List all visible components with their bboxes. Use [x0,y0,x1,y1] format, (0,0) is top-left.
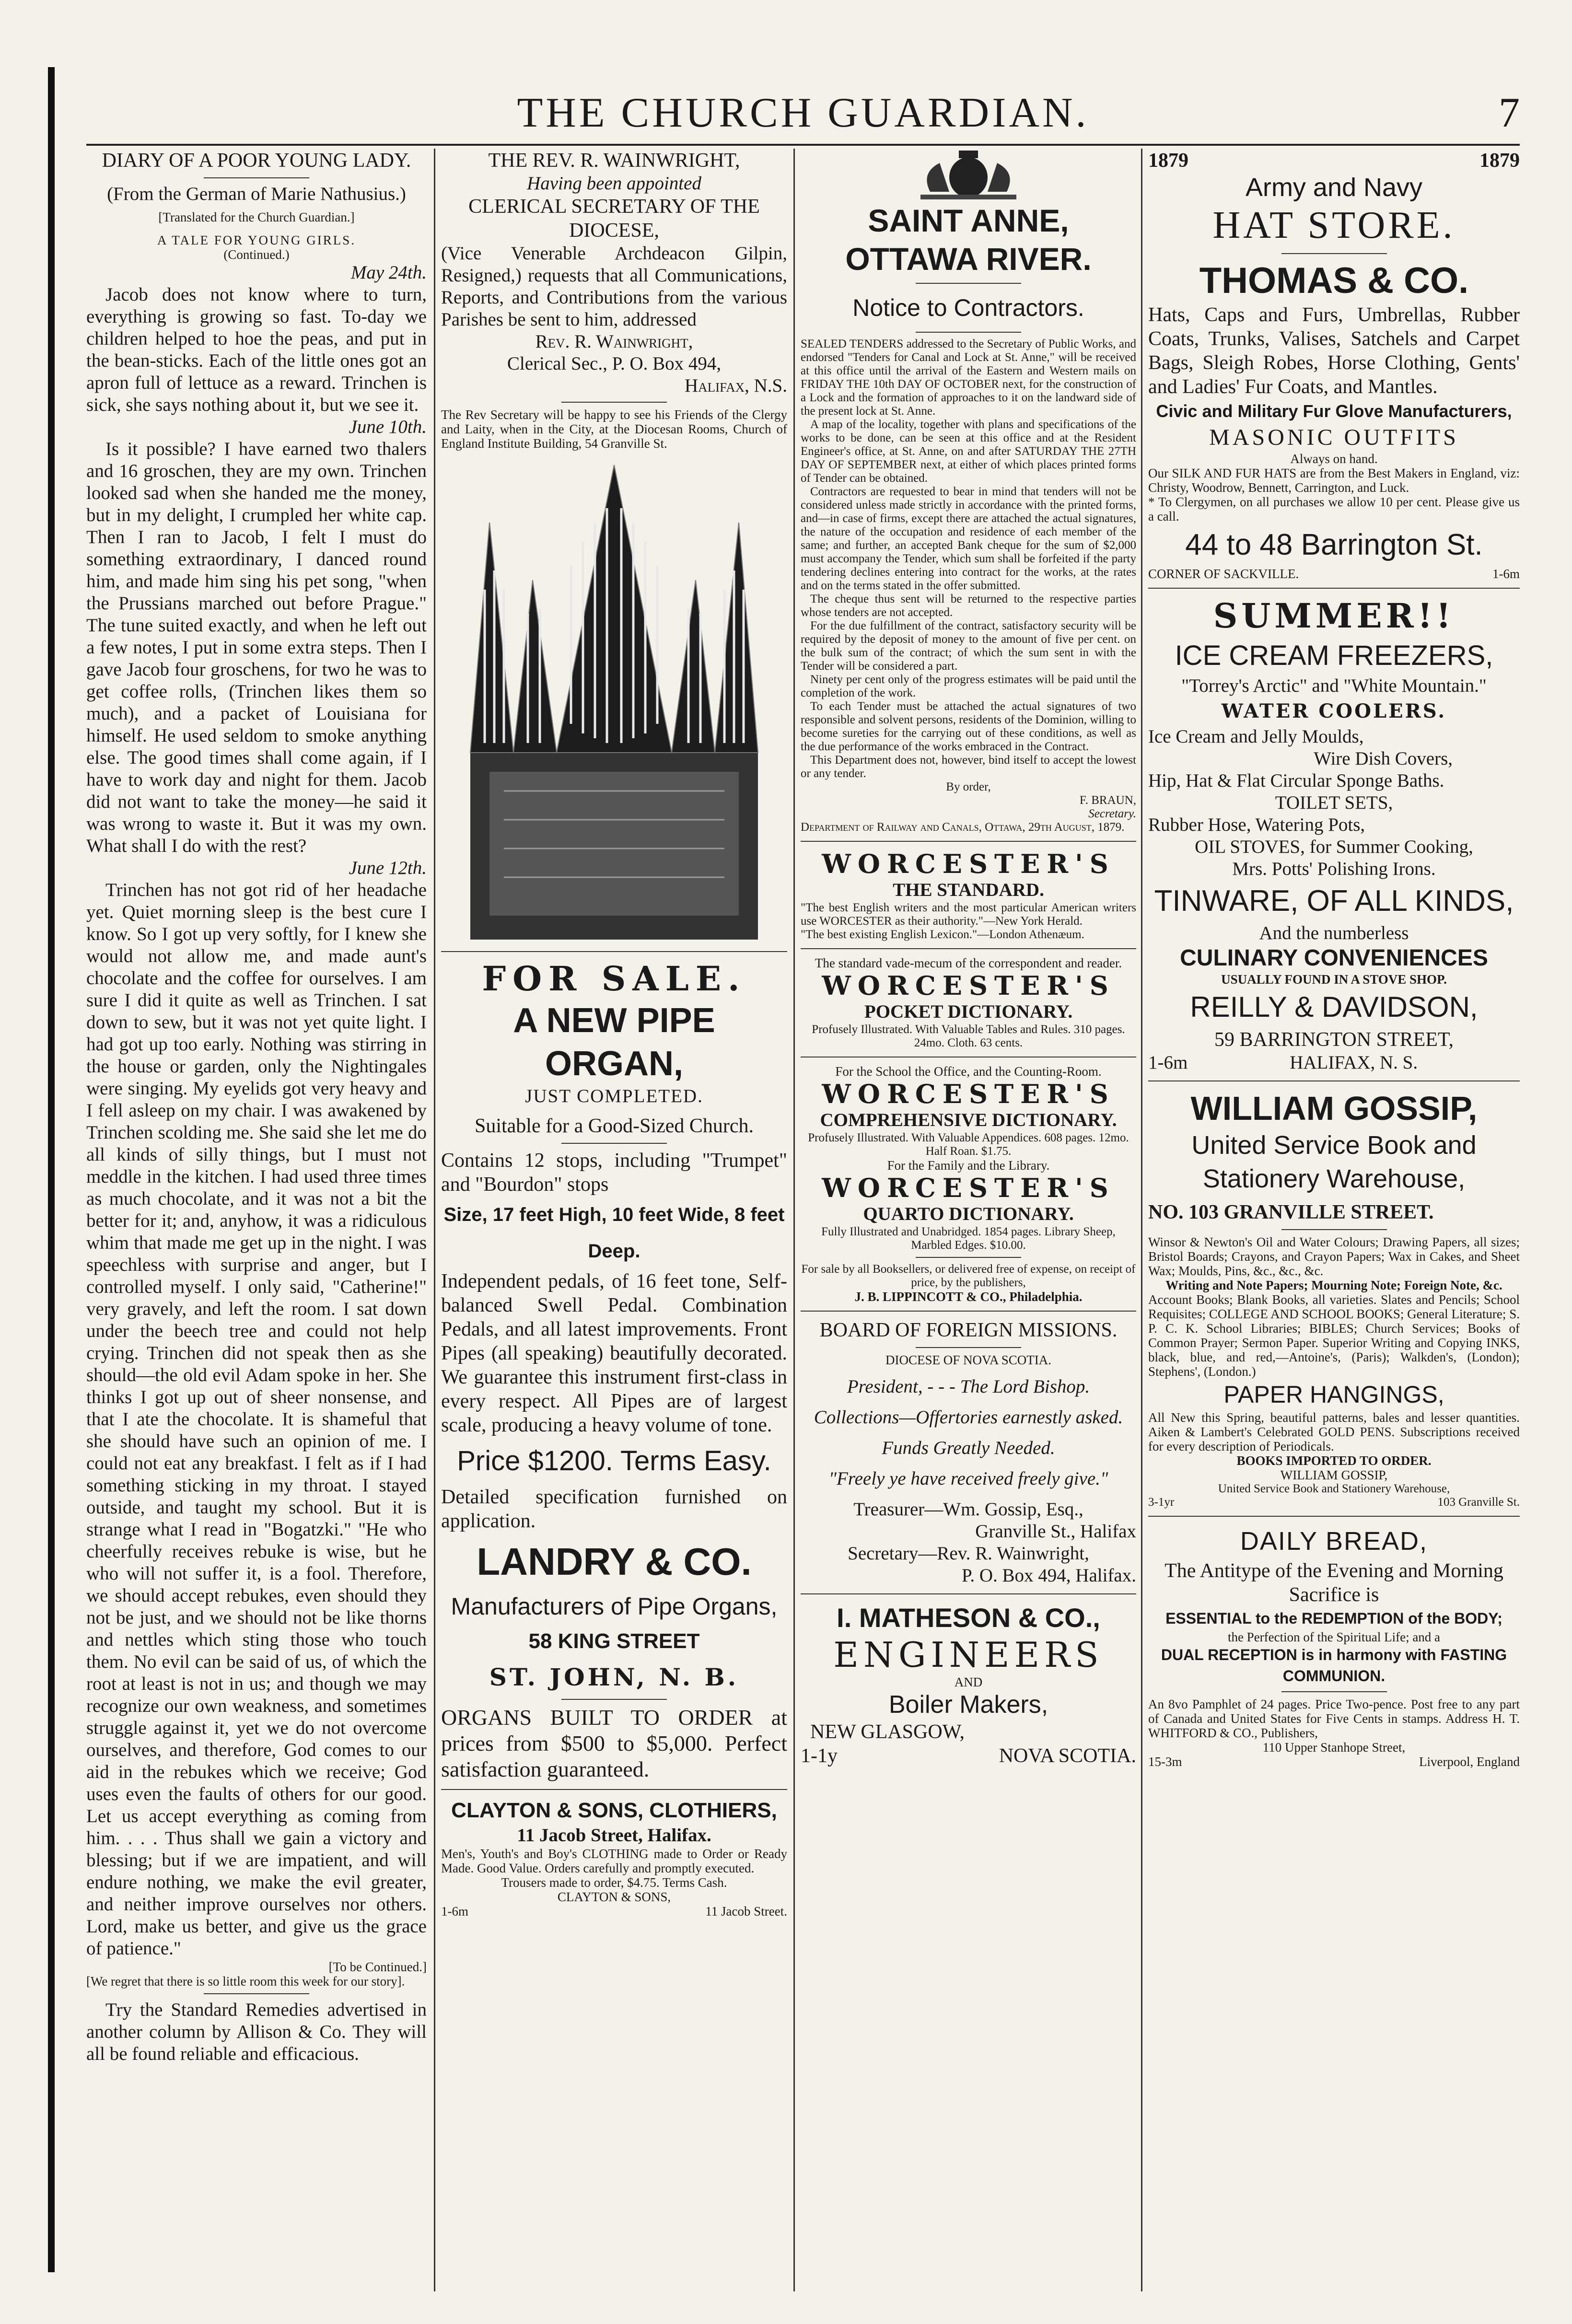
just-completed: JUST COMPLETED. [525,1086,703,1106]
divider [1281,253,1387,254]
gossip-united: United Service Book and [1191,1131,1477,1160]
ad-year: 1879 [1148,150,1188,172]
gossip-papers: Writing and Note Papers; Mourning Note; Foreign Note, &c. [1165,1278,1502,1292]
ad-line: Hip, Hat & Flat Circular Sponge Baths. [1148,770,1444,791]
diary-date: June 12th. [349,858,427,878]
paper-hangings: PAPER HANGINGS, [1223,1381,1444,1408]
lippincott-name: J. B. LIPPINCOTT & CO., Philadelphia. [854,1290,1083,1304]
tender-signatory-title: Secretary. [1088,807,1136,820]
gossip-stationery: Stationery Warehouse, [1202,1164,1466,1193]
column-divider [793,149,795,2291]
landry-manufacturers: Manufacturers of Pipe Organs, [451,1593,778,1620]
organ-size: Size, 17 feet High, 10 feet Wide, 8 feet Deep. [443,1204,785,1262]
clayton-address: 11 Jacob Street, Halifax. [517,1825,711,1846]
books-imported: BOOKS IMPORTED TO ORDER. [1236,1453,1432,1468]
wainwright-note: The Rev Secretary will be happy to see his Friends of the Clergy and Laity, when in the City, at the Diocesan Rooms, Church of England Institute Building, 54 Granville St. [441,407,787,451]
ad-line: And the numberless [1259,923,1409,943]
divider [801,1311,1136,1312]
matheson-province: NOVA SCOTIA. [999,1745,1136,1767]
masthead [86,89,1520,141]
worcester-quote: "The best existing English Lexicon."—London Athenæum. [801,928,1084,941]
board-funds: Funds Greatly Needed. [882,1438,1055,1458]
thomas-name: THOMAS & CO. [1199,260,1469,301]
ice-cream-freezers: ICE CREAM FREEZERS, [1175,640,1493,671]
for-sale-heading: FOR SALE. [482,959,746,999]
column-ads [1148,149,1520,2291]
saint-anne-heading: SAINT ANNE, OTTAWA RIVER. [845,203,1092,277]
diary-date: May 24th. [350,262,427,283]
remedies-notice: Try the Standard Remedies advertised in another column by Allison & Co. They will all be found reliable and efficacious. [86,1999,427,2064]
organ-price: Price $1200. Terms Easy. [457,1445,771,1476]
thomas-corner: CORNER OF SACKVILLE. [1148,567,1299,581]
gossip-signature-desc: United Service Book and Stationery Warehouse, [1218,1482,1450,1495]
divider [801,1593,1136,1594]
board-president: President, - - - The Lord Bishop. [847,1376,1090,1397]
wainwright-appointed: Having been appointed [527,173,701,194]
tender-paragraph: A map of the locality, together with plans and specifications of the works to be done, can be seen at this office and at the Resident Engineer's office, at St. Anne, on and after SATURDAY THE 27TH DAY OF SEPTEMBER next, at either of which places printed forms of Tender can be obtained. [801,418,1136,485]
clayton-name: CLAYTON & SONS, CLOTHIERS, [451,1799,777,1822]
worcester-heading: WORCESTER'S [822,848,1115,879]
ad-line: Rubber Hose, Watering Pots, [1148,814,1365,835]
worcester-subheading: COMPREHENSIVE DICTIONARY. [820,1110,1117,1130]
worcester-description: Fully Illustrated and Unabridged. 1854 pages. Library Sheep, Marbled Edges. $10.00. [821,1225,1116,1252]
stove-shop: USUALLY FOUND IN A STOVE SHOP. [1221,972,1447,987]
gossip-goods: Account Books; Blank Books, all varieties. Slates and Pencils; School Requisites; COLLEGE AND SCHOOL BOOKS; General Literature; S. P. C. K. School Libraries; BIBLES; Church Services; Books of Common Prayer; Sermon Paper. Superior Writing and Copying INKS, black, blue, and red,—Antoine's, (Paris); Walkden's, (London); Stephens', (London.) [1148,1292,1520,1379]
ad-line: Wire Dish Covers, [1314,748,1453,769]
worcester-for-sale: For sale by all Booksellers, or delivered free of expense, on receipt of price, by the publishers, [801,1263,1136,1289]
diary-source: (From the German of Marie Nathusius.) [107,184,406,204]
worcester-description: Profusely Illustrated. With Valuable Tables and Rules. 310 pages. 24mo. Cloth. 63 cents. [812,1023,1125,1049]
organ-features: Independent pedals, of 16 feet tone, Self-balanced Swell Pedal. Combination Pedals, and all latest improvements. Front Pipes (all speaking) beautifully decorated. We guarantee this instrument first-class in every respect. All Pipes are of largest scale, producing a heavy volume of tone. [441,1270,787,1436]
divider [1281,1229,1387,1230]
ad-line: OIL STOVES, for Summer Cooking, [1195,837,1473,857]
column-diary [86,149,427,2291]
clayton-signature: 11 Jacob Street. [705,1904,787,1918]
ad-line: TOILET SETS, [1275,792,1393,813]
page-edge-bar [48,67,55,2272]
worcester-heading: WORCESTER'S [822,970,1115,1001]
wainwright-address: Halifax, N.S. [684,375,787,396]
daily-bread-perfection: the Perfection of the Spiritual Life; and a [1227,1630,1441,1644]
diary-paragraph: Is it possible? I have earned two thalers and 16 groschen, they are my own. Trinchen looked sad when she handed me the money, but in my delight, I crumpled her white cap. Then I ran to Jacob, I felt I must do something extraordinary, I danced round him, and made him sing his pet song, "when the Prussians marched out before Prague." The tune suited exactly, and when he left out a few notes, I put in some extra steps. Then I gave Jacob four groschens, for two he was to get coffee rolls, (Trinchen likes them so much), and a packet of Louisiana for himself. He used seldom to smoke anything else. The good times shall come again, if I have to work day and night for them. Jacob did not want to take the money—he said it was wrong to waste it. But it was my own. What shall I do with the rest? [86,439,427,856]
gossip-signature-address: 103 Granville St. [1437,1496,1520,1509]
insertion-term: 1-6m [441,1904,468,1918]
board-treasurer: Treasurer—Wm. Gossip, Esq., [853,1499,1083,1520]
matheson-name: I. MATHESON & CO., [837,1603,1100,1633]
army-navy: Army and Navy [1245,173,1423,202]
organ-headline: A NEW PIPE ORGAN, [513,1001,715,1083]
diary-paragraph: Jacob does not know where to turn, everything is growing so fast. To-day we children helped to hoe the peas, and put in the bean-sticks. Each of the little ones got an apron full of lettuce as a reward. Trinchen is sick, she says nothing about it, but we see it. [86,284,427,415]
matheson-boiler: Boiler Makers, [888,1691,1048,1719]
divider [561,1143,667,1144]
matheson-engineers: ENGINEERS [833,1635,1104,1675]
divider [561,402,667,403]
divider [561,1699,667,1700]
paper-hangings-desc: All New this Spring, beautiful patterns, bales and lesser quantities. Aiken & Lambert's Celebrated GOLD PENS. Subscriptions received for every description of Periodicals. [1148,1410,1520,1453]
culinary-conveniences: CULINARY CONVENIENCES [1180,945,1488,971]
hat-store-heading: HAT STORE. [1212,204,1456,246]
divider [916,283,1021,284]
civic-military: Civic and Military Fur Glove Manufacturers, [1156,401,1512,421]
diary-paragraph: Trinchen has not got rid of her headache yet. Quiet morning sleep is the best cure I know. So I got up very softly, for I knew she would not allow me, and made aunt's chocolate and the coffee for ourselves. I am sure I did it quite as well as Trinchen. I sat down to sew, but it was not yet quite light. I had got up too early. Nothing was stirring in the house or garden, only the Nightingales were singing. My eyelids got very heavy and I fell asleep on my chair. I was awakened by Trinchen scolding me. She said she let me do all kinds of silly things, but I must not meddle in the kitchen. I had used three times as much chocolate, and it was not a bit the better for it; and, anyhow, it was a ridiculous whim that made me get up in the night. I was speechless with surprise and anger, but I controlled myself. I only said, "Catherine!" very gravely, and left the room. I sat down under the beech tree and could not help crying. Trinchen did not speak then as she should—the old evil Adam spoke in her. She thinks I got up out of sheer nonsense, and that I ate the chocolate. It is shameful that she should have such an opinion of me. I could not eat any breakfast. I felt as if I had something sticking in my throat. I stayed outside, and taught my school. But it is strange what I read in "Bogatzki." "He who cheerfully receives rebuke is wise, but he who will not suffer it, is a fool. Therefore, we should accept rebukes, even should they not be just, and we should not be like thorns and nettles which sting those who touch them. No evil can be said of us, of which the root at least is not in us; and though we may recognize our own weakness, and sometimes struggle against it, yet we do not overcome ourselves, and therefore, God comes to our aid in the rebukes which we receive; God uses even the faults of others for our good. Let us accept everything as coming from him. . . . Thus shall we gain a victory and blessing; but if we are impatient, and will endure nothing, we make the evil greater, and neither improve ourselves nor others. Lord, make us better, and give us the grace of patience." [86,880,427,1959]
wainwright-role: CLERICAL SECRETARY OF THE DIOCESE, [468,196,760,242]
gossip-name: WILLIAM GOSSIP, [1190,1090,1478,1127]
diary-translated: [Translated for the Church Guardian.] [158,210,355,224]
divider [916,1257,1021,1258]
divider [1148,1516,1520,1517]
tinware-heading: TINWARE, OF ALL KINDS, [1154,884,1514,918]
pamphlet-city: Liverpool, England [1419,1755,1520,1769]
organs-built: ORGANS BUILT TO ORDER at prices from $500 to $5,000. Perfect satisfaction guaranteed. [441,1705,787,1781]
thomas-address: 44 to 48 Barrington St. [1185,528,1483,561]
gossip-goods: Winsor & Newton's Oil and Water Colours; Drawing Papers, all sizes; Bristol Boards; Crayons, and Crayon Papers; Wax in Cakes, and Sheet Wax; Moulds, Pins, &c., &c., &c. [1148,1235,1520,1278]
board-heading: BOARD OF FOREIGN MISSIONS. [819,1319,1118,1341]
divider [441,951,787,952]
masonic-outfits: MASONIC OUTFITS [1209,425,1459,450]
insertion-term: 1-1y [801,1745,838,1767]
ad-year: 1879 [1479,150,1520,172]
diary-date: June 10th. [349,417,427,437]
worcester-audience: For the School the Office, and the Counting-Room. [835,1064,1102,1079]
insertion-term: 15-3m [1148,1755,1182,1769]
water-coolers: WATER COOLERS. [1221,700,1447,722]
worcester-vade-mecum: The standard vade-mecum of the correspondent and reader. [815,956,1122,970]
always-on-hand: Always on hand. [1290,452,1378,466]
tender-signatory: F. BRAUN, [1079,794,1136,807]
wainwright-name: THE REV. R. WAINWRIGHT, [488,150,740,172]
daily-bread-heading: DAILY BREAD, [1240,1527,1428,1556]
worcester-quote: "The best English writers and the most particular American writers use WORCESTER as their authority."—New York Herald. [801,901,1136,928]
divider [1281,1691,1387,1692]
column-notices [801,149,1136,2291]
worcester-audience: For the Family and the Library. [887,1158,1050,1173]
divider [1148,588,1520,589]
board-collections: Collections—Offertories earnestly asked. [814,1407,1123,1428]
gossip-address: NO. 103 GRANVILLE STREET. [1148,1201,1434,1223]
clayton-trousers: Trousers made to order, $4.75. Terms Cash. [501,1875,727,1890]
reilly-name: REILLY & DAVIDSON, [1190,991,1478,1023]
divider [204,1993,309,1994]
pipe-organ-illustration [461,455,768,944]
worcester-heading: WORCESTER'S [822,1173,1115,1203]
silk-hats: Our SILK AND FUR HATS are from the Best Makers in England, viz: Christy, Woodrow, Bennett, Carrington, and Luck. [1148,466,1520,495]
divider [916,332,1021,333]
daily-bread-antitype: The Antitype of the Evening and Morning Sacrifice is [1164,1560,1503,1606]
tender-paragraph: The cheque thus sent will be returned to the respective parties whose tenders are not accepted. [801,593,1136,619]
tender-paragraph: To each Tender must be attached the actual signatures of two responsible and solvent persons, residents of the Dominion, willing to become sureties for the carrying out of these conditions, as well as the due performance of the works embraced in the Contract. [801,700,1136,753]
tender-by-order: By order, [946,780,991,793]
wainwright-body: (Vice Venerable Archdeacon Gilpin, Resigned,) requests that all Communications, Reports, and Contributions from the various Parishes be sent to him, addressed [441,243,787,330]
ad-line: Ice Cream and Jelly Moulds, [1148,726,1364,747]
board-secretary: P. O. Box 494, Halifax. [962,1565,1136,1586]
tender-department: Department of Railway and Canals, Ottawa, 29th August, 1879. [801,821,1125,834]
tender-paragraph: For the due fulfillment of the contract, satisfactory security will be required by the deposit of money to the amount of five per cent. on the bulk sum of the contract; of which the sum sent in with the Tender will be considered a part. [801,619,1136,673]
board-diocese: DIOCESE OF NOVA SCOTIA. [885,1353,1052,1367]
pamphlet-address: 110 Upper Stanhope Street, [1262,1740,1406,1755]
diary-continued: (Continued.) [223,247,290,262]
divider [204,177,309,178]
clayton-body: Men's, Youth's and Boy's CLOTHING made to Order or Ready Made. Good Value. Orders carefully and promptly executed. [441,1847,787,1875]
board-treasurer: Granville St., Halifax [975,1521,1136,1542]
tender-paragraph: Ninety per cent only of the progress estimates will be paid until the completion of the work. [801,673,1136,699]
board-scripture: "Freely ye have received freely give." [828,1468,1108,1489]
wainwright-address: Rev. R. Wainwright, [535,331,693,352]
landry-name: LANDRY & CO. [477,1540,752,1583]
to-be-continued: [To be Continued.] [328,1960,427,1974]
daily-bread-dual: DUAL RECEPTION is in harmony with FASTING COMMUNION. [1161,1646,1507,1685]
wainwright-address: Clerical Sec., P. O. Box 494, [507,353,722,374]
divider [441,1789,787,1790]
notice-to-contractors: Notice to Contractors. [852,294,1084,321]
organ-specification: Detailed specification furnished on application. [441,1486,787,1532]
header-rule [86,144,1520,146]
diary-title: DIARY OF A POOR YOUNG LADY. [102,150,411,172]
organ-panel [489,772,739,916]
divider [801,841,1136,842]
freezer-brands: "Torrey's Arctic" and "White Mountain." [1181,675,1487,696]
daily-bread-essential: ESSENTIAL to the REDEMPTION of the BODY; [1165,1610,1502,1627]
insertion-term: 3-1yr [1148,1496,1175,1509]
landry-city: ST. JOHN, N. B. [489,1663,739,1691]
board-secretary: Secretary—Rev. R. Wainwright, [848,1543,1089,1564]
organ-stops: Contains 12 stops, including "Trumpet" and "Bourdon" stops [441,1150,787,1196]
insertion-term: 1-6m [1492,567,1520,581]
insertion-term: 1-6m [1148,1052,1188,1073]
tender-paragraph: Contractors are requested to bear in mind that tenders will not be considered unless made strictly in accordance with the printed forms, and—in case of firms, except there are attached the actual signatures, the nature of the occupation and residence of each member of the same; and further, an accepted Bank cheque for the sum of $2,000 must accompany the Tender, which sum shall be forfeited if the party tendering declines entering into contract for the works, at the rates and on the terms stated in the offer submitted. [801,485,1136,592]
worcester-heading: WORCESTER'S [822,1079,1115,1109]
clayton-signature: CLAYTON & SONS, [557,1890,671,1904]
matheson-town: NEW GLASGOW, [810,1721,965,1743]
ad-line: Mrs. Potts' Polishing Irons. [1232,859,1436,879]
column-divider [1141,149,1142,2291]
tender-paragraph: SEALED TENDERS addressed to the Secretary of Public Works, and endorsed "Tenders for Canal and Lock at St. Anne," will be received at this office until the arrival of the Eastern and Western mails on FRIDAY THE 10th DAY OF OCTOBER next, for the construction of a Lock and the formation of approaches to it on the landward side of the present lock at St. Anne. [801,337,1136,418]
landry-street: 58 KING STREET [528,1629,700,1653]
reilly-city: HALIFAX, N. S. [1290,1052,1418,1073]
newspaper-title: THE CHURCH GUARDIAN. [517,90,1089,136]
thomas-description: Hats, Caps and Furs, Umbrellas, Rubber Coats, Trunks, Valises, Satchels and Carpet Bags, Sleigh Robes, Horse Clothing, Gents' and Ladies' Fur Coats, and Mantles. [1148,304,1520,398]
summer-heading: SUMMER!! [1213,596,1455,636]
story-regret-note: [We regret that there is so little room this week for our story]. [86,1974,405,1988]
column-divider [434,149,435,2291]
tender-paragraph: This Department does not, however, bind itself to accept the lowest or any tender. [801,754,1136,780]
divider [916,1347,1021,1348]
pamphlet-info: An 8vo Pamphlet of 24 pages. Price Two-pence. Post free to any part of Canada and United States for Five Cents in stamps. Address H. T. WHITFORD & CO., Publishers, [1148,1697,1520,1740]
reilly-street: 59 BARRINGTON STREET, [1214,1029,1454,1051]
worcester-description: Profusely Illustrated. With Valuable Appendices. 608 pages. 12mo. Half Roan. $1.75. [808,1131,1129,1158]
clergy-discount: * To Clergymen, on all purchases we allow 10 per cent. Please give us a call. [1148,495,1520,523]
worcester-subheading: THE STANDARD. [893,880,1044,900]
organ-suitable: Suitable for a Good-Sized Church. [474,1115,754,1137]
matheson-and: AND [954,1675,983,1689]
gossip-signature: WILLIAM GOSSIP, [1280,1468,1388,1482]
page-number: 7 [1499,90,1520,136]
royal-crest-icon [911,149,1026,201]
diary-tale: A TALE FOR YOUNG GIRLS. [157,233,356,247]
divider [801,948,1136,949]
worcester-subheading: QUARTO DICTIONARY. [863,1204,1074,1224]
worcester-subheading: POCKET DICTIONARY. [864,1001,1073,1022]
column-organ [441,149,787,2291]
